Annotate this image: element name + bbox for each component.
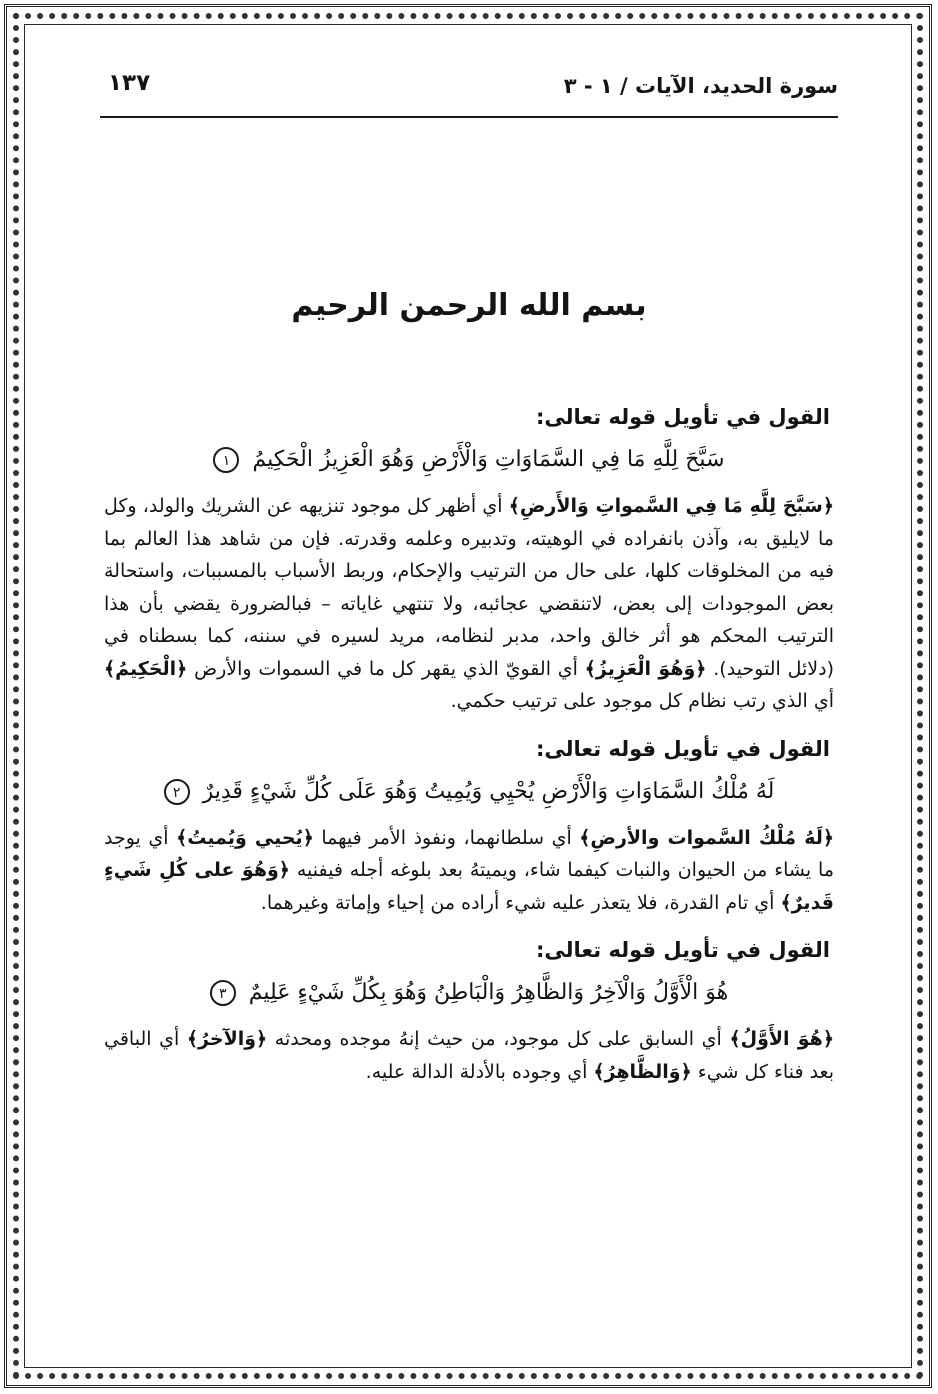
commentary-text: أي الذي رتب نظام كل موجود على ترتيب حكمي. <box>450 690 834 712</box>
section-heading: القول في تأويل قوله تعالى: <box>536 938 830 962</box>
verse-text: هُوَ الْأَوَّلُ وَالْآخِرُ وَالظَّاهِرُ وَالْبَاطِنُ وَهُوَ بِكُلِّ شَيْءٍ عَلِيمٌ <box>248 980 729 1005</box>
quoted-verse: ﴿وَالظَّاهِرُ﴾ <box>593 1060 692 1083</box>
ayah-number-marker: ٢ <box>164 779 190 805</box>
section-heading: القول في تأويل قوله تعالى: <box>536 405 830 429</box>
ayah-number-marker: ١ <box>213 447 239 473</box>
verse-line <box>104 971 834 1015</box>
page-header <box>100 66 838 118</box>
quoted-verse: ﴿الْحَكِيمُ﴾ <box>104 657 188 680</box>
commentary-paragraph <box>104 1023 834 1088</box>
quoted-verse: ﴿وَهُوَ الْعَزِيزُ﴾ <box>584 657 707 680</box>
page-content <box>104 400 834 1088</box>
basmala: بسم الله الرحمن الرحيم <box>291 288 647 323</box>
ayah-number-marker: ٣ <box>210 980 236 1006</box>
commentary-text: أي أظهر كل موجود تنزيهه عن الشريك والولد، وكل ما لايليق به، وآذن بانفراده في الوهيته، وتدبيره وعلمه وقدرته. فإن من شاهد هذا العالم بما فيه من المخلوقات كلها، على حال من الترتيب والإحكام، وربط الأسباب بالمسببات، واستحالة بعض الموجودات إلى بعض، لاتنقضي عجائبه، ولا تنتهي غاياته – فبالضرورة يقضي بأن هذا الترتيب المحكم هو أثر خالق واحد، مدبر لنظامه، مريد لسيره في سننه، كما بسطناه في (دلائل التوحيد). <box>104 495 834 680</box>
verse-line <box>104 770 834 814</box>
verse-line <box>104 438 834 482</box>
commentary-paragraph <box>104 822 834 920</box>
commentary-text: أي سلطانهما، ونفوذ الأمر فيهما <box>313 826 580 849</box>
quoted-verse: ﴿وَالآخرُ﴾ <box>186 1028 268 1050</box>
page-number: ١٣٧ <box>108 70 151 96</box>
commentary-text: أي الباقي بعد فناء كل شيء <box>104 1028 834 1083</box>
commentary-text: أي يوجد ما يشاء من الحيوان والنبات كيفما شاء، ويميتهُ بعد بلوغه أجله فيفنيه <box>104 826 834 881</box>
quoted-verse: ﴿يُحيي وَيُميتُ﴾ <box>176 826 314 849</box>
quoted-verse: ﴿وَهُوَ على كُلِ شَيءٍ قَديرٌ﴾ <box>104 859 834 914</box>
commentary-paragraph <box>104 490 834 718</box>
commentary-text: أي السابق على كل موجود، من حيث إنهُ موجده ومحدثه <box>267 1028 730 1050</box>
section-heading: القول في تأويل قوله تعالى: <box>536 736 830 761</box>
quoted-verse: ﴿سَبَّحَ لِلَّهِ مَا فِي السَّمواتِ وَالأَرضِ﴾ <box>508 495 834 517</box>
quoted-verse: ﴿لَهُ مُلْكُ السَّموات والأرضِ﴾ <box>579 826 834 849</box>
verse-text: لَهُ مُلْكُ السَّمَاوَاتِ وَالْأَرْضِ يُحْيِي وَيُمِيتُ وَهُوَ عَلَى كُلِّ شَيْءٍ قَدِيرٌ <box>202 778 775 804</box>
commentary-text: أي وجوده بالأدلة الدالة عليه. <box>365 1060 594 1083</box>
verse-text: سَبَّحَ لِلَّهِ مَا فِي السَّمَاوَاتِ وَالْأَرْضِ وَهُوَ الْعَزِيزُ الْحَكِيمُ <box>252 447 725 472</box>
running-title: سورة الحديد، الآيات / ١ - ٣ <box>563 74 838 98</box>
commentary-text: أي تام القدرة، فلا يتعذر عليه شيء أراده من إحياء وإماتة وغيرهما. <box>260 891 781 914</box>
quoted-verse: ﴿هُوَ الأَوَّلُ﴾ <box>729 1028 834 1050</box>
commentary-text: أي القويّ الذي يقهر كل ما في السموات والأرض <box>187 657 585 680</box>
